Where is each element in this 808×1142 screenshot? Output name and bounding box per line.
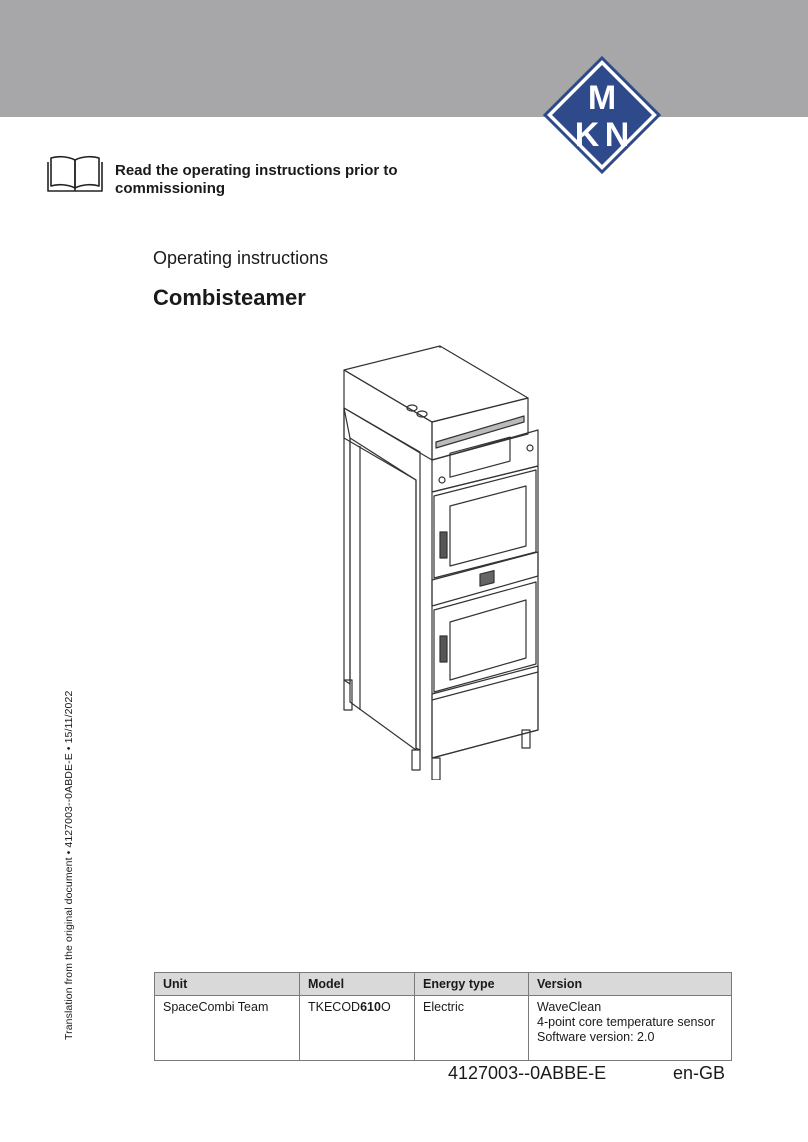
combisteamer-illustration	[320, 330, 560, 780]
mkn-logo	[543, 56, 661, 174]
table-header-row	[155, 973, 732, 996]
logo-letter-k: K	[574, 116, 600, 154]
cell-energy: Electric	[415, 996, 529, 1061]
header-energy-type: Energy type	[415, 973, 529, 996]
commissioning-notice: Read the operating instructions prior to commissioning	[115, 162, 398, 197]
cell-unit: SpaceCombi Team	[155, 996, 300, 1061]
header-band	[0, 0, 808, 117]
language-code: en-GB	[673, 1063, 726, 1083]
model-size: 610	[360, 1000, 381, 1014]
cell-model	[300, 996, 415, 1061]
version-line: Software version: 2.0	[537, 1030, 655, 1044]
translation-note: Translation from the original document • 4127003--0ABDE-E • 15/11/2022	[63, 690, 75, 1040]
logo-letter-n: N	[604, 116, 630, 154]
table-row	[155, 996, 732, 1061]
model-suffix: O	[380, 1000, 391, 1014]
header-model: Model	[300, 973, 415, 996]
model-prefix: TKECOD	[308, 1000, 361, 1014]
version-line: WaveClean	[537, 1000, 602, 1014]
document-title: Combisteamer	[153, 285, 306, 310]
header-unit: Unit	[155, 973, 300, 996]
document-type: Operating instructions	[153, 248, 329, 268]
header-version: Version	[529, 973, 732, 996]
logo-letter-m: M	[587, 79, 617, 117]
open-book-icon	[47, 154, 103, 194]
cell-version	[529, 996, 732, 1061]
version-line: 4-point core temperature sensor	[537, 1015, 715, 1029]
document-code: 4127003--0ABBE-E	[448, 1063, 607, 1083]
unit-info-table	[154, 972, 732, 1061]
